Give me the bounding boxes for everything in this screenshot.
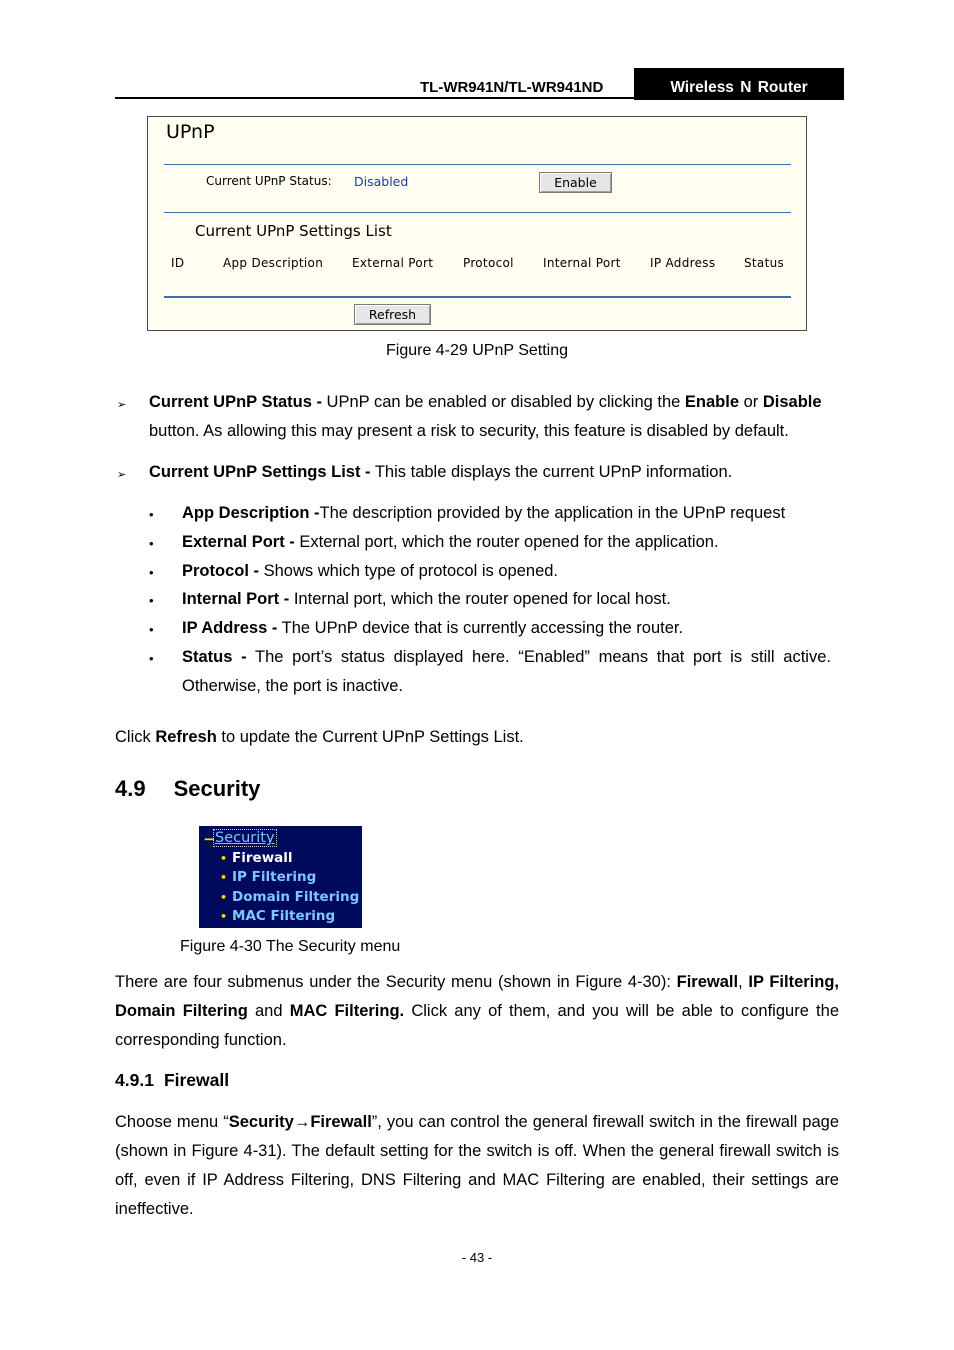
bullet-icon: • — [149, 622, 154, 637]
column-header-app-description: App Description — [223, 256, 324, 270]
list-item: IP Address - The UPnP device that is currently accessing the router. — [182, 619, 684, 637]
menu-item-domain-filtering[interactable]: • Domain Filtering — [220, 889, 360, 905]
term: Current UPnP Settings List - — [149, 463, 371, 481]
bullet-icon: • — [149, 651, 154, 666]
upnp-status-label: Current UPnP Status: — [206, 174, 332, 188]
bullet-icon: • — [149, 593, 154, 608]
list-item: External Port - External port, which the router opened for the application. — [182, 533, 719, 551]
upnp-settings-list-description: Current UPnP Settings List - This table displays the current UPnP information. — [149, 463, 733, 481]
divider — [164, 212, 791, 213]
security-intro: There are four submenus under the Security menu (shown in Figure 4-30): Firewall, IP Filtering, Domain Filtering and MAC Filtering. Click any of them, and you will be able to configure the corresponding function. — [115, 973, 839, 1049]
divider — [164, 296, 791, 298]
menu-item-ip-filtering[interactable]: • IP Filtering — [220, 869, 317, 885]
arrow-bullet-icon: ➢ — [117, 399, 127, 411]
header-rule — [115, 97, 844, 99]
refresh-note: Click Refresh to update the Current UPnP Settings List. — [115, 728, 524, 746]
list-item: App Description -The description provided by the application in the UPnP request — [182, 504, 786, 522]
list-item: Status - The port’s status displayed here. “Enabled” means that port is still active. Otherwise, the port is inactive. — [182, 648, 831, 695]
column-header-protocol: Protocol — [463, 256, 514, 270]
bullet-icon: • — [220, 910, 228, 923]
menu-item-mac-filtering[interactable]: • MAC Filtering — [220, 908, 336, 924]
column-header-id: ID — [171, 256, 185, 270]
bullet-icon: • — [149, 507, 154, 522]
upnp-panel-title: UPnP — [166, 121, 215, 143]
divider — [164, 164, 791, 165]
collapse-icon[interactable]: − — [203, 830, 216, 848]
enable-button[interactable]: Enable — [539, 172, 612, 193]
bullet-icon: • — [149, 565, 154, 580]
header-model: TL-WR941N/TL-WR941ND — [420, 79, 604, 96]
upnp-panel — [147, 116, 807, 331]
arrow-bullet-icon: ➢ — [117, 469, 127, 481]
menu-item-firewall[interactable]: • Firewall — [220, 850, 293, 866]
security-menu — [199, 826, 362, 928]
subsection-heading: 4.9.1 Firewall — [115, 1070, 230, 1090]
column-header-status: Status — [744, 256, 785, 270]
bullet-icon: • — [220, 871, 228, 884]
upnp-status-value: Disabled — [354, 174, 409, 189]
column-header-external-port: External Port — [352, 256, 434, 270]
list-item: Protocol - Shows which type of protocol is opened. — [182, 562, 559, 580]
firewall-description: Choose menu “Security→Firewall”, you can control the general firewall switch in the firewall page (shown in Figure 4-31). The default setting for the switch is off. When the general firewall switch is off, even if IP Address Filtering, DNS Filtering and MAC Filtering are enabled, their settings are ineffective. — [115, 1113, 839, 1218]
page-number: - 43 - — [461, 1250, 493, 1265]
figure-caption: Figure 4-30 The Security menu — [180, 938, 401, 955]
column-header-internal-port: Internal Port — [543, 256, 621, 270]
bullet-icon: • — [220, 891, 228, 904]
section-heading: 4.9 Security — [115, 776, 261, 801]
menu-item-security[interactable]: Security — [215, 830, 275, 846]
list-item: Internal Port - Internal port, which the router opened for local host. — [182, 590, 671, 608]
bullet-icon: • — [220, 852, 228, 865]
bullet-icon: • — [149, 536, 154, 551]
figure-caption: Figure 4-29 UPnP Setting — [385, 342, 569, 359]
upnp-settings-list-title: Current UPnP Settings List — [195, 222, 392, 240]
term: Current UPnP Status - — [149, 393, 322, 411]
column-header-ip-address: IP Address — [650, 256, 716, 270]
refresh-button[interactable]: Refresh — [354, 304, 431, 325]
upnp-status-description: Current UPnP Status - UPnP can be enabled or disabled by clicking the Enable or Disable button. As allowing this may present a risk to security, this feature is disabled by default. — [149, 393, 822, 440]
header-product-tab: Wireless N Router — [634, 68, 844, 100]
